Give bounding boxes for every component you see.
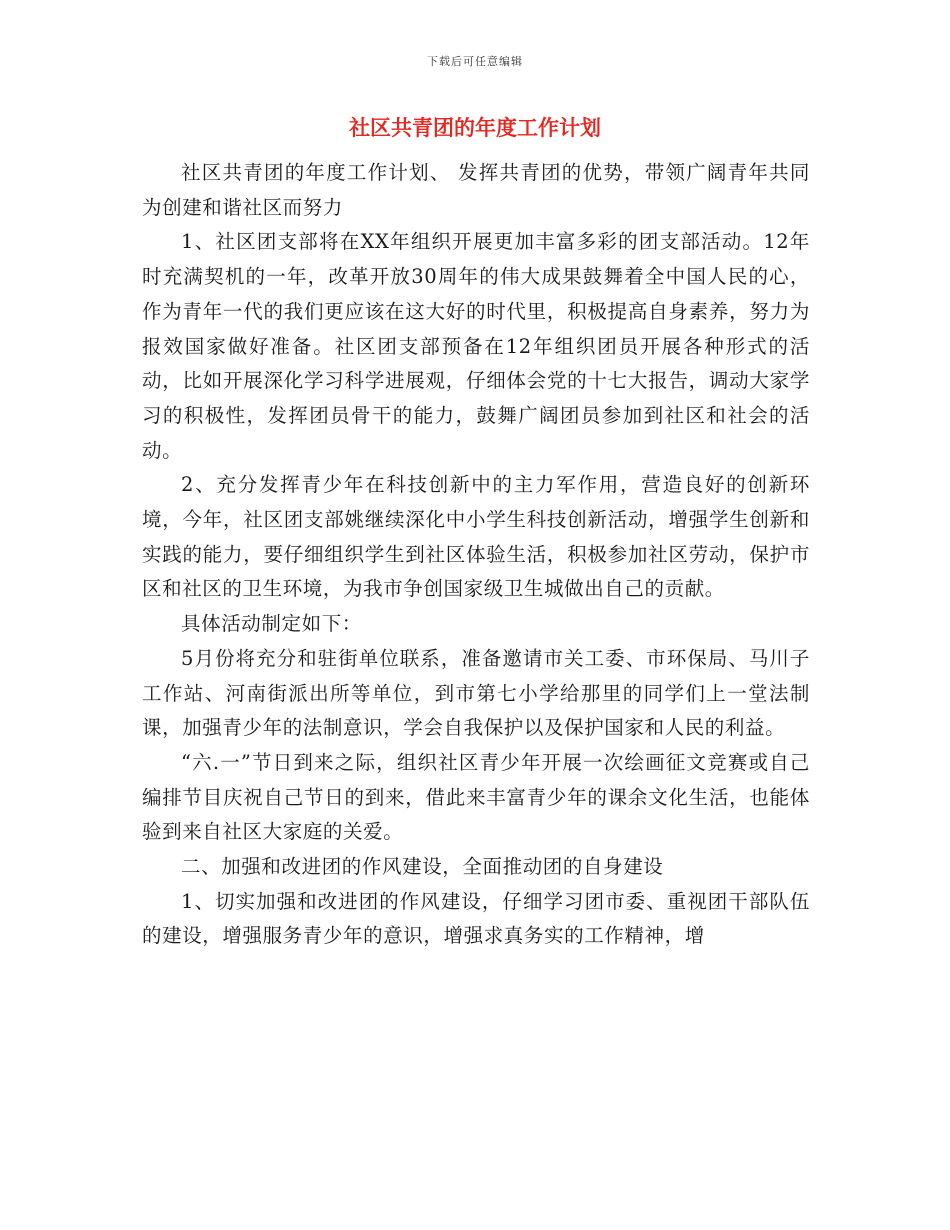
intro-paragraph: 社区共青团的年度工作计划、 发挥共青团的优势，带领广阔青年共同为创建和谐社区而努力 [142, 161, 810, 219]
style-building-paragraph: 1、切实加强和改进团的作风建设，仔细学习团市委、重视团干部队伍的建设，增强服务青少年的意识，增强求真务实的工作精神，增 [142, 889, 810, 948]
section-2-paragraph: 2、充分发挥青少年在科技创新中的主力军作用，营造良好的创新环境，今年，社区团支部姚继续深化中小学生科技创新活动，增强学生创新和实践的能力，要仔细组织学生到社区体验生活，积极参加社区劳动，保护市区和社区的卫生环境，为我市争创国家级卫生城做出自己的贡献。 [142, 473, 810, 601]
section-heading-paragraph: 二、加强和改进团的作风建设，全面推动团的自身建设 [181, 855, 664, 879]
section-1-paragraph: 1、社区团支部将在XX年组织开展更加丰富多彩的团支部活动。12年时充满契机的一年，改革开放30周年的伟大成果鼓舞着全中国人民的心，作为青年一代的我们更应该在这大好的时代里，积极提高自身素养，努力为报效国家做好准备。社区团支部预备在12年组织团员开展各种形式的活动，比如开展深化学习科学进展观，仔细体会党的十七大报告，调动大家学习的积极性，发挥团员骨干的能力，鼓舞广阔团员参加到社区和社会的活动。 [142, 230, 810, 462]
document-body [142, 156, 810, 954]
page-header-note: 下载后可任意编辑 [427, 55, 523, 68]
childrens-day-paragraph: “六.一”节日到来之际，组织社区青少年开展一次绘画征文竞赛或自己编排节目庆祝自己节日的到来，借此来丰富青少年的课余文化生活，也能体验到来自社区大家庭的关爱。 [142, 750, 810, 844]
may-activity-paragraph: 5月份将充分和驻街单位联系，准备邀请市关工委、市环保局、马川子工作站、河南街派出所等单位，到市第七小学给那里的同学们上一堂法制课，加强青少年的法制意识，学会自我保护以及保护国家和人民的利益。 [142, 646, 810, 740]
activity-intro-paragraph: 具体活动制定如下： [181, 612, 362, 636]
document-title: 社区共青团的年度工作计划 [349, 116, 601, 140]
